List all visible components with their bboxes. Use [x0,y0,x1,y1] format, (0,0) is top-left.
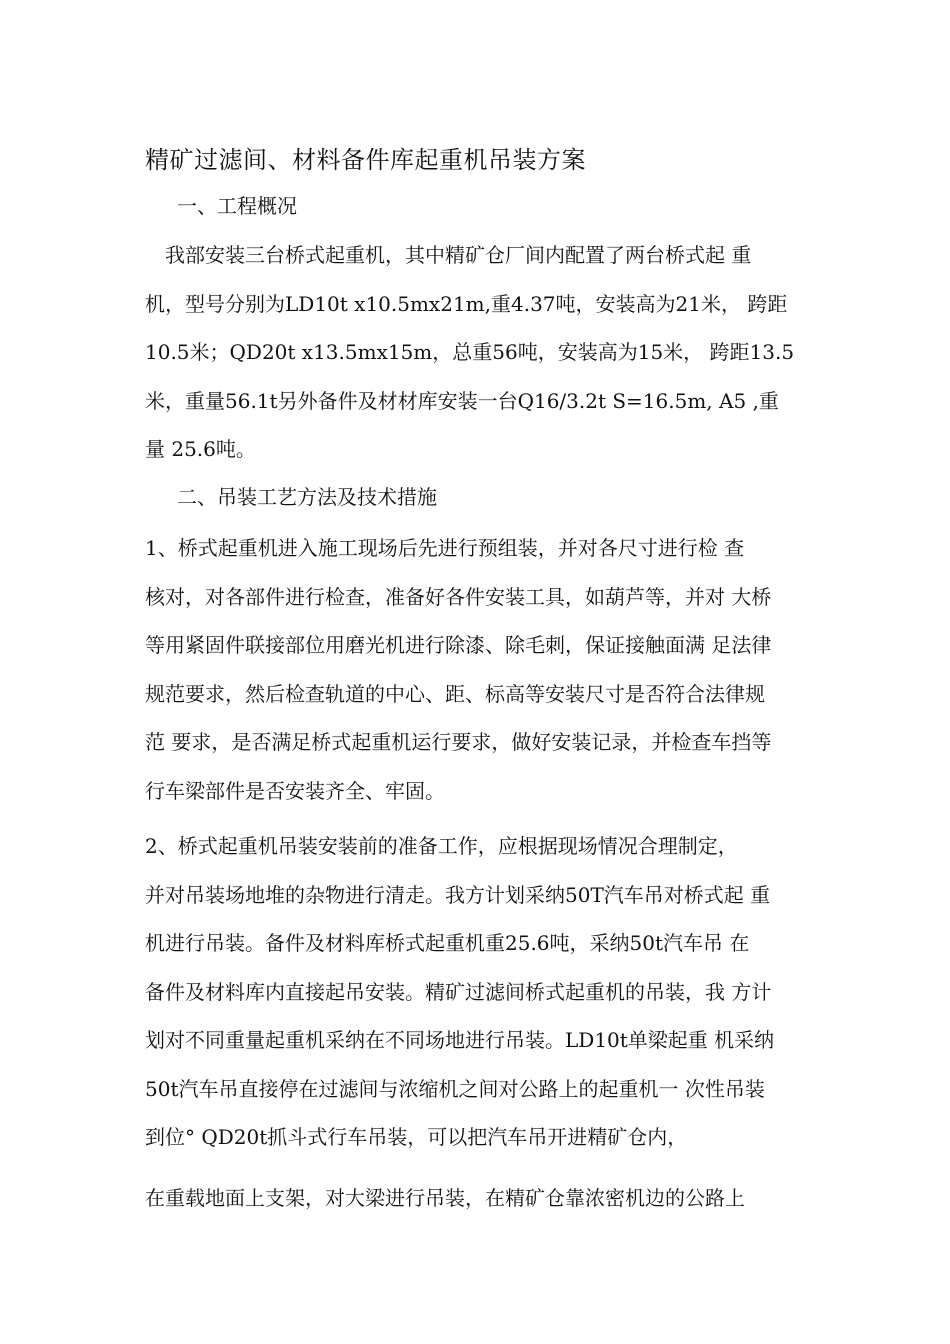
paragraph-line: 范 要求，是否满足桥式起重机运行要求，做好安装记录，并检查车挡等 [145,730,772,754]
paragraph-line: 备件及材料库内直接起吊安装。精矿过滤间桥式起重机的吊装，我 方计 [145,979,772,1004]
paragraph-line: 1、桥式起重机进入施工现场后先进行预组装，并对各尺寸进行检 查 [145,536,745,560]
paragraph-line: 量 25.6吨。 [145,437,256,461]
paragraph-line: 机，型号分别为LD10t x10.5mx21m,重4.37吨，安装高为21米， 跨距 [145,291,788,316]
paragraph-line: 等用紧固件联接部位用磨光机进行除漆、除毛刺，保证接触面满 足法律 [145,633,772,657]
document-title: 精矿过滤间、材料备件库起重机吊装方案 [145,146,586,174]
paragraph-line: 规范要求，然后检查轨道的中心、距、标高等安装尺寸是否符合法律规 [145,681,765,706]
paragraph-line: 10.5米；QD20t x13.5mx15m，总重56吨，安装高为15米， 跨距13.5 [145,340,795,364]
paragraph-item-2 [145,822,835,1162]
section-heading-methods: 二、吊装工艺方法及技术措施 [177,485,437,509]
paragraph-line: 2、桥式起重机吊装安装前的准备工作，应根据现场情况合理制定， [145,834,738,858]
section-heading-overview: 一、工程概况 [177,194,297,218]
paragraph-overview [145,231,835,474]
paragraph-line: 并对吊装场地堆的杂物进行清走。我方计划采纳50T汽车吊对桥式起 重 [145,882,771,907]
paragraph-line: 米，重量56.1t另外备件及材材库安装一台Q16/3.2t S=16.5m, A5 ,重 [145,388,779,413]
paragraph-continuation: 在重载地面上支架，对大梁进行吊装，在精矿仓靠浓密机边的公路上 [145,1186,745,1210]
paragraph-line: 划对不同重量起重机采纳在不同场地进行吊装。LD10t单梁起重 机采纳 [145,1028,775,1052]
paragraph-line: 核对，对各部件进行检查，准备好各件安装工具，如葫芦等，并对 大桥 [145,584,772,609]
paragraph-item-1 [145,524,835,815]
paragraph-line: 到位° QD20t抓斗式行车吊装，可以把汽车吊开进精矿仓内， [145,1125,688,1149]
paragraph-line: 我部安装三台桥式起重机，其中精矿仓厂间内配置了两台桥式起 重 [145,243,752,267]
paragraph-line: 50t汽车吊直接停在过滤间与浓缩机之间对公路上的起重机一 次性吊装 [145,1076,765,1101]
paragraph-line: 机进行吊装。备件及材料库桥式起重机重25.6吨，采纳50t汽车吊 在 [145,931,750,955]
paragraph-line: 行车梁部件是否安装齐全、牢固。 [145,778,445,803]
